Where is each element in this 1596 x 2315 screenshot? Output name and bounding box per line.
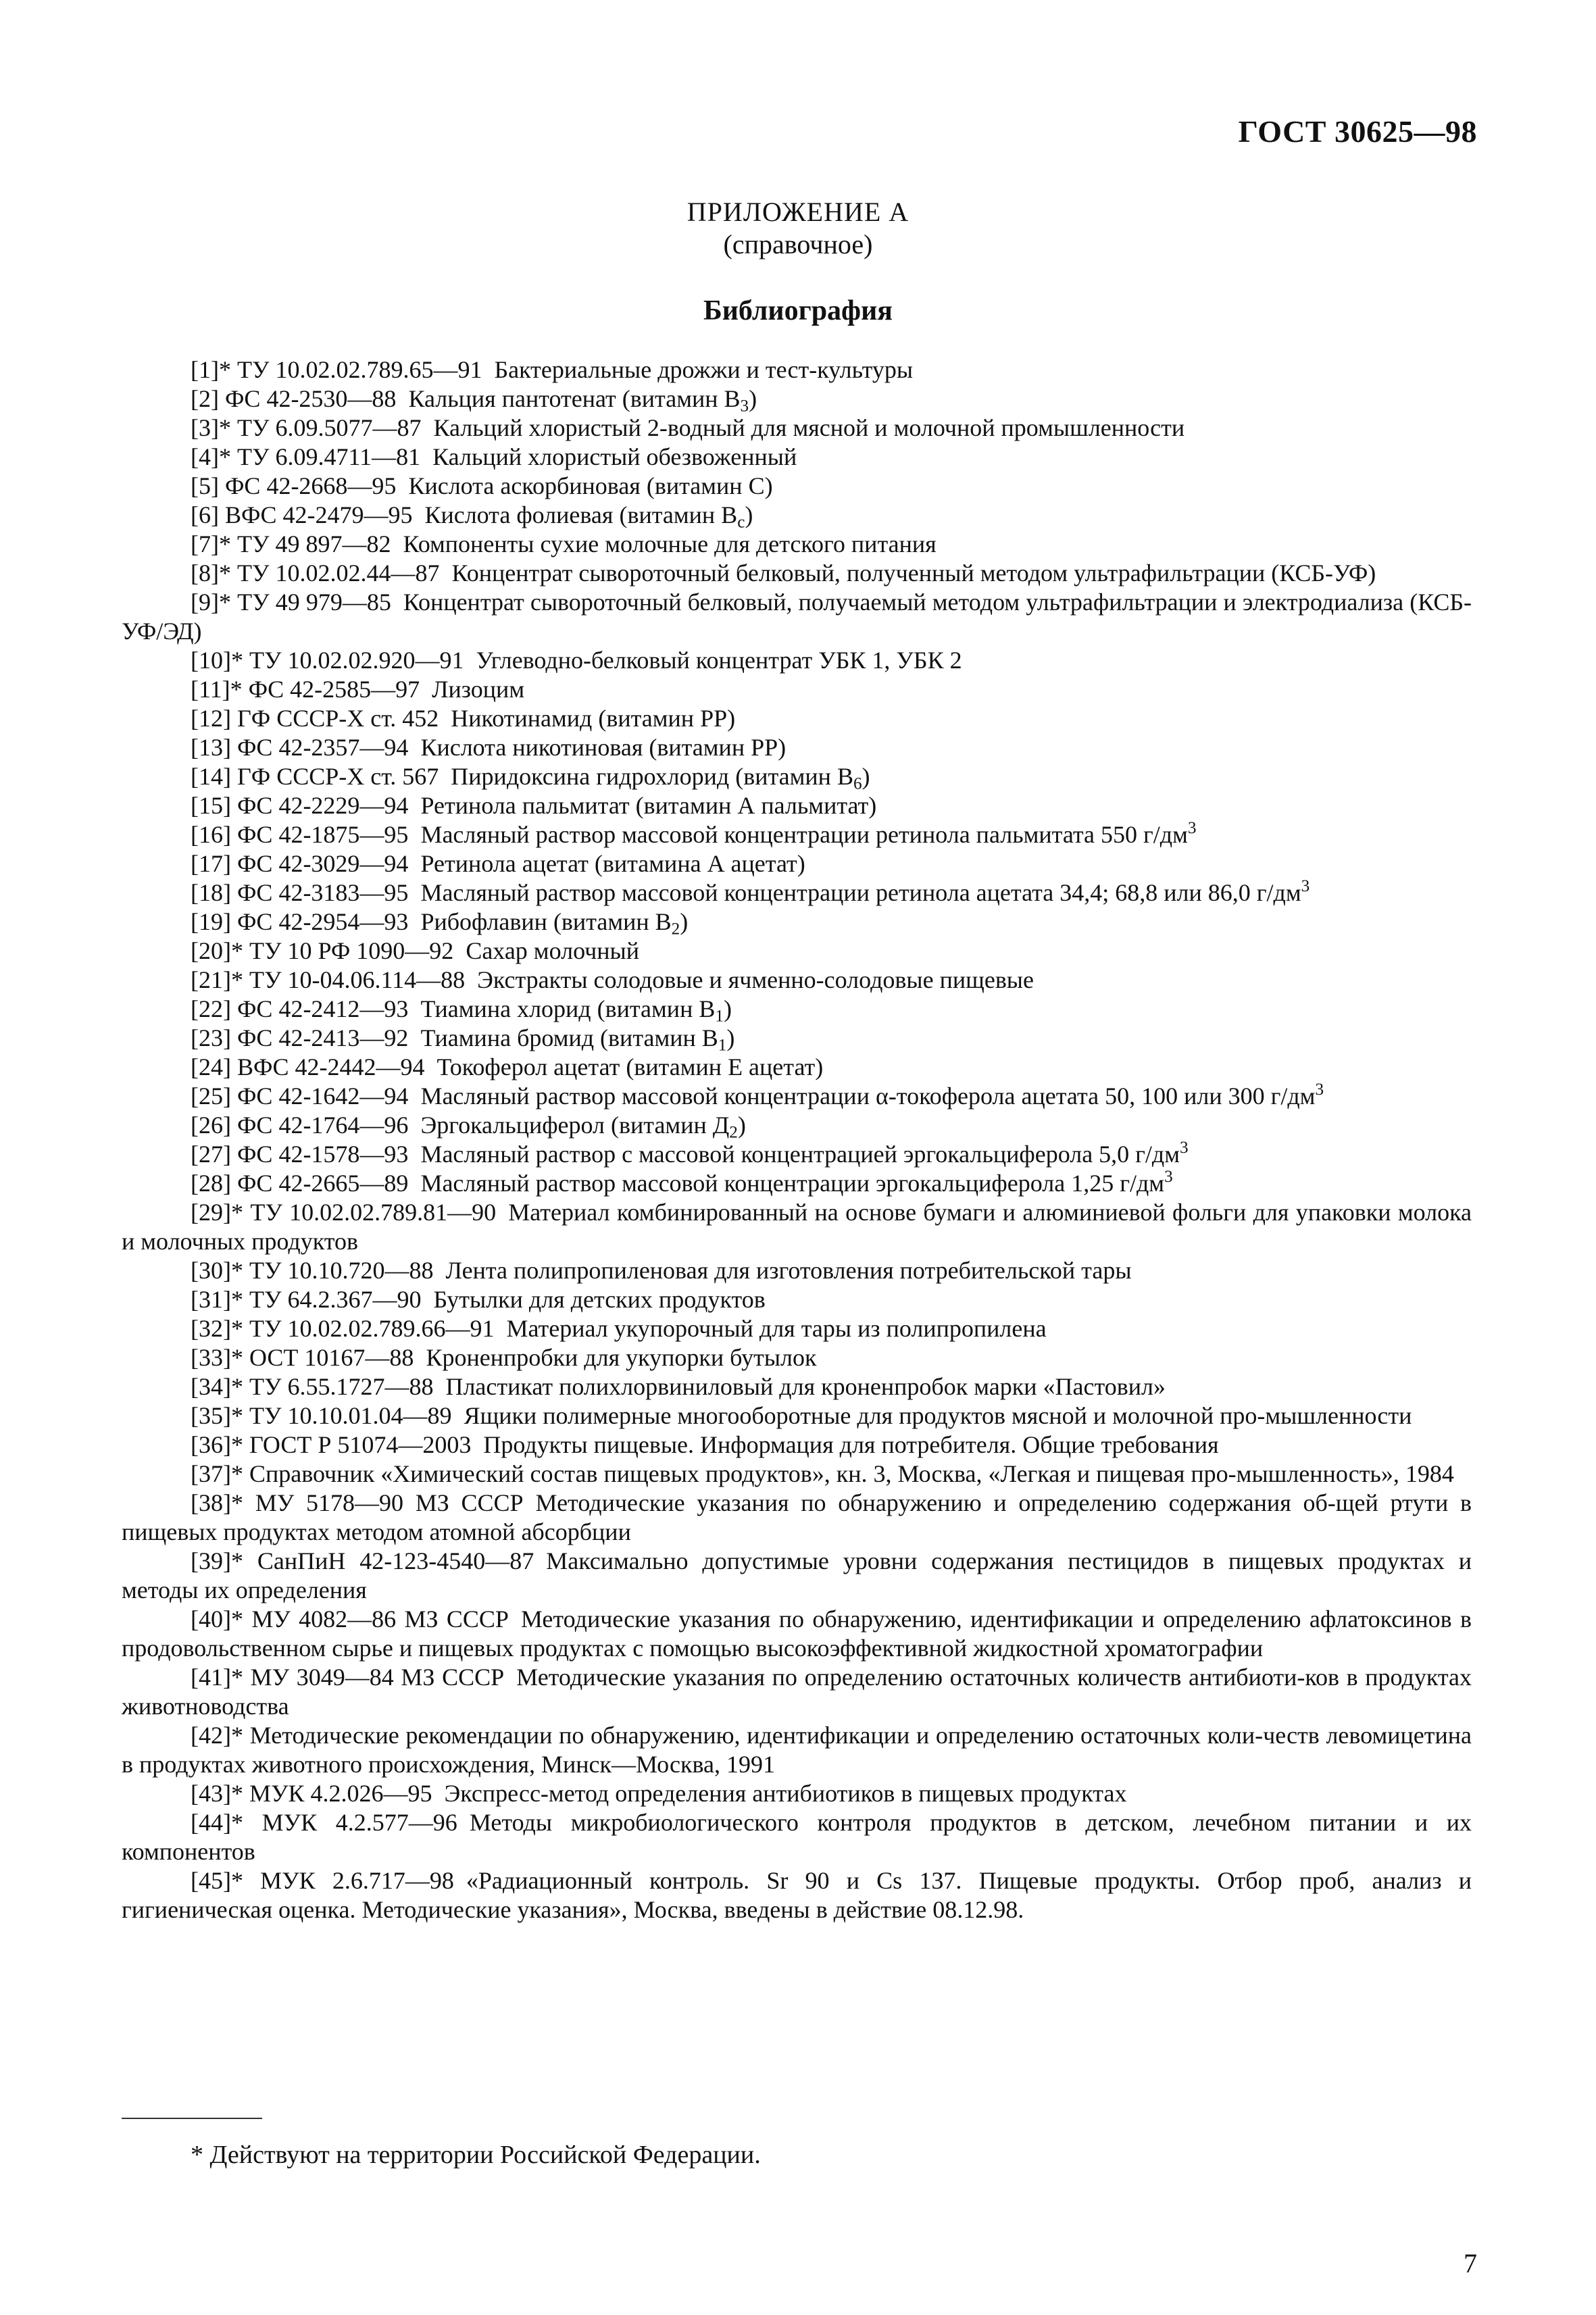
- bibliography-entry: [122, 1169, 1472, 1198]
- bibliography-entry: [122, 1198, 1472, 1256]
- bibliography-entry: [122, 849, 1472, 878]
- entry-subscript: 1: [715, 1007, 724, 1026]
- entry-code: ТУ 6.55.1727—88: [249, 1373, 434, 1400]
- entry-code: ФС 42-2357—94: [236, 734, 409, 761]
- entry-text: Масляный раствор массовой концентрации эргокальциферола 1,25 г/дм: [420, 1170, 1165, 1197]
- entry-code: ТУ 6.09.5077—87: [236, 414, 422, 441]
- entry-code: ВФС 42-2442—94: [236, 1053, 425, 1080]
- bibliography-entry: [122, 733, 1472, 762]
- entry-code: МУ 5178—90 МЗ СССР: [255, 1489, 524, 1516]
- entry-text: Концентрат сывороточный белковый, получаемый методом ультрафильтрации и электродиализа (КСБ-УФ/ЭД): [122, 589, 1472, 645]
- bibliography-entry: [122, 820, 1472, 849]
- entry-text: Кислота никотиновая (витамин РР): [420, 734, 787, 761]
- entry-text: Кислота аскорбиновая (витамин С): [408, 472, 773, 499]
- entry-code: ВФС 42-2479—95: [224, 501, 413, 528]
- entry-number: [43]*: [191, 1780, 243, 1807]
- entry-text: Сахар молочный: [466, 937, 639, 964]
- entry-number: [36]*: [191, 1431, 243, 1458]
- entry-code: ФС 42-2413—92: [236, 1024, 409, 1051]
- entry-number: [11]*: [191, 676, 243, 703]
- entry-text: Лизоцим: [432, 676, 525, 703]
- entry-text: Продукты пищевые. Информация для потребителя. Общие требования: [483, 1431, 1219, 1458]
- entry-text: Масляный раствор массовой концентрации α-токоферола ацетата 50, 100 или 300 г/дм: [420, 1082, 1316, 1110]
- entry-text: Материал укупорочный для тары из полипропилена: [506, 1315, 1047, 1342]
- entry-code: ОСТ 10167—88: [249, 1344, 414, 1371]
- entry-number: [3]*: [191, 414, 231, 441]
- entry-number: [42]*: [191, 1722, 243, 1749]
- entry-subscript: 2: [729, 1123, 738, 1142]
- entry-subscript: 1: [718, 1036, 727, 1055]
- bibliography-entry: [122, 414, 1472, 443]
- entry-text: Методические указания по определению остаточных количеств антибиоти-ков в продуктах животноводства: [122, 1664, 1472, 1720]
- entry-number: [39]*: [191, 1547, 243, 1574]
- entry-text: Бутылки для детских продуктов: [433, 1286, 766, 1313]
- entry-number: [30]*: [191, 1257, 243, 1284]
- entry-text-tail: ): [680, 908, 689, 935]
- entry-code: ФС 42-1642—94: [236, 1082, 409, 1110]
- bibliography-entry: [122, 355, 1472, 384]
- entry-code: МУК 2.6.717—98: [260, 1867, 454, 1894]
- entry-text: Масляный раствор с массовой концентрацией эргокальциферола 5,0 г/дм: [420, 1141, 1180, 1168]
- entry-code: МУК 4.2.026—95: [249, 1780, 432, 1807]
- entry-text: Кальций хлористый 2-водный для мясной и молочной промышленности: [433, 414, 1185, 441]
- entry-number: [15]: [191, 792, 231, 819]
- entry-text: Кальция пантотенат (витамин В: [408, 385, 741, 412]
- entry-text: Справочник «Химический состав пищевых продуктов», кн. 3, Москва, «Легкая и пищевая про-мышленность», 1984: [249, 1460, 1454, 1487]
- bibliography-entry: [122, 966, 1472, 995]
- entry-number: [12]: [191, 705, 231, 732]
- bibliography-entry: [122, 1024, 1472, 1053]
- entry-text-tail: ): [726, 1024, 735, 1051]
- entry-number: [22]: [191, 995, 231, 1022]
- bibliography-entry: [122, 559, 1472, 588]
- bibliography-entry: [122, 907, 1472, 937]
- entry-superscript: 3: [1315, 1080, 1324, 1099]
- entry-text: Рибофлавин (витамин В: [420, 908, 672, 935]
- entry-code: ФС 42-1875—95: [236, 821, 409, 848]
- entry-text: Масляный раствор массовой концентрации ретинола ацетата 34,4; 68,8 или 86,0 г/дм: [420, 879, 1301, 906]
- bibliography-entry: [122, 1285, 1472, 1314]
- bibliography-entry: [122, 646, 1472, 675]
- entry-number: [34]*: [191, 1373, 243, 1400]
- entry-number: [40]*: [191, 1605, 243, 1633]
- bibliography-entry: [122, 762, 1472, 791]
- entry-code: ФС 42-3183—95: [236, 879, 409, 906]
- entry-number: [29]*: [191, 1199, 243, 1226]
- bibliography-entry: [122, 675, 1472, 704]
- entry-text: Кислота фолиевая (витамин В: [424, 501, 738, 528]
- bibliography-entry: [122, 1430, 1472, 1460]
- bibliography-entry: [122, 1140, 1472, 1169]
- entry-code: ФС 42-2585—97: [248, 676, 420, 703]
- entry-code: ГФ СССР-Х ст. 567: [236, 763, 439, 790]
- bibliography-entry: [122, 1256, 1472, 1285]
- entry-number: [13]: [191, 734, 231, 761]
- entry-text: Компоненты сухие молочные для детского питания: [403, 530, 937, 557]
- entry-number: [10]*: [191, 647, 243, 674]
- bibliography-entry: [122, 1605, 1472, 1663]
- entry-code: ФС 42-2668—95: [224, 472, 397, 499]
- entry-number: [27]: [191, 1141, 231, 1168]
- bibliography-entry: [122, 704, 1472, 733]
- entry-text: Максимально допустимые уровни содержания пестицидов в пищевых продуктах и методы их определения: [122, 1547, 1472, 1603]
- entry-code: ФС 42-2530—88: [224, 385, 397, 412]
- entry-text: Эргокальциферол (витамин Д: [420, 1112, 730, 1139]
- entry-number: [32]*: [191, 1315, 243, 1342]
- entry-code: ТУ 10 РФ 1090—92: [249, 937, 454, 964]
- entry-code: СанПиН 42-123-4540—87: [257, 1547, 534, 1574]
- entry-text: Тиамина бромид (витамин В: [420, 1024, 718, 1051]
- entry-text: Тиамина хлорид (витамин В: [420, 995, 716, 1022]
- bibliography-entry: [122, 1053, 1472, 1082]
- entry-number: [14]: [191, 763, 231, 790]
- entry-number: [19]: [191, 908, 231, 935]
- entry-text: Пиридоксина гидрохлорид (витамин В: [451, 763, 853, 790]
- entry-text: Никотинамид (витамин РР): [451, 705, 736, 732]
- bibliography-title: Библиография: [703, 295, 893, 326]
- entry-text-tail: ): [745, 501, 753, 528]
- entry-text: Ретинола пальмитат (витамин А пальмитат): [420, 792, 877, 819]
- bibliography-entry: [122, 1489, 1472, 1547]
- entry-text: Лента полипропиленовая для изготовления потребительской тары: [445, 1257, 1132, 1284]
- entry-code: ФС 42-2412—93: [236, 995, 409, 1022]
- entry-text: Ящики полимерные многооборотные для продуктов мясной и молочной про-мышленности: [464, 1402, 1412, 1429]
- entry-text: Пластикат полихлорвиниловый для кроненпробок марки «Пастовил»: [445, 1373, 1166, 1400]
- entry-text: Масляный раствор массовой концентрации ретинола пальмитата 550 г/дм: [420, 821, 1188, 848]
- bibliography-entry: [122, 501, 1472, 530]
- entry-number: [16]: [191, 821, 231, 848]
- bibliography-entry: [122, 1401, 1472, 1430]
- bibliography-list: [122, 355, 1472, 1924]
- entry-number: [24]: [191, 1053, 231, 1080]
- entry-subscript: 6: [853, 774, 862, 793]
- bibliography-entry: [122, 1314, 1472, 1343]
- entry-text-tail: ): [862, 763, 870, 790]
- entry-text: Материал комбинированный на основе бумаги и алюминиевой фольги для упаковки молока и молочных продуктов: [122, 1199, 1472, 1255]
- entry-code: ФС 42-2954—93: [236, 908, 409, 935]
- entry-code: ТУ 10.10.01.04—89: [249, 1402, 452, 1429]
- entry-code: ГФ СССР-Х ст. 452: [236, 705, 439, 732]
- entry-text: Кальций хлористый обезвоженный: [432, 443, 797, 470]
- entry-number: [37]*: [191, 1460, 243, 1487]
- entry-code: ТУ 10.02.02.789.65—91: [236, 356, 482, 383]
- bibliography-entry: [122, 1866, 1472, 1924]
- bibliography-entry: [122, 1082, 1472, 1111]
- appendix-subtitle: (справочное): [723, 229, 873, 259]
- bibliography-entry: [122, 443, 1472, 472]
- entry-code: ГОСТ Р 51074—2003: [249, 1431, 472, 1458]
- entry-code: ТУ 10.02.02.789.81—90: [250, 1199, 497, 1226]
- bibliography-entry: [122, 588, 1472, 646]
- entry-superscript: 3: [1301, 877, 1310, 896]
- entry-number: [20]*: [191, 937, 243, 964]
- entry-text-tail: ): [723, 995, 732, 1022]
- bibliography-entry: [122, 1547, 1472, 1605]
- bibliography-entry: [122, 1343, 1472, 1372]
- entry-code: ТУ 10.10.720—88: [249, 1257, 434, 1284]
- appendix-title: ПРИЛОЖЕНИЕ А: [687, 197, 909, 227]
- standard-code-header: ГОСТ 30625—98: [1238, 114, 1477, 149]
- entry-number: [4]*: [191, 443, 231, 470]
- entry-number: [7]*: [191, 530, 231, 557]
- entry-code: МУ 4082—86 МЗ СССР: [251, 1605, 509, 1633]
- entry-code: ФС 42-3029—94: [236, 850, 409, 877]
- bibliography-entry: [122, 472, 1472, 501]
- entry-number: [23]: [191, 1024, 231, 1051]
- bibliography-entry: [122, 384, 1472, 414]
- entry-text: Бактериальные дрожжи и тест-культуры: [494, 356, 914, 383]
- entry-number: [5]: [191, 472, 219, 499]
- entry-number: [41]*: [191, 1664, 243, 1691]
- entry-superscript: 3: [1164, 1168, 1173, 1187]
- bibliography-entry: [122, 1663, 1472, 1721]
- entry-number: [45]*: [191, 1867, 243, 1894]
- entry-code: ФС 42-2665—89: [236, 1170, 409, 1197]
- entry-code: МУ 3049—84 МЗ СССР: [250, 1664, 505, 1691]
- entry-text: Токоферол ацетат (витамин Е ацетат): [437, 1053, 824, 1080]
- entry-text: Ретинола ацетат (витамина А ацетат): [420, 850, 805, 877]
- bibliography-entry: [122, 995, 1472, 1024]
- entry-number: [25]: [191, 1082, 231, 1110]
- entry-text: Методические рекомендации по обнаружению, идентификации и определению остаточных коли-честв левомицетина в продуктах животного происхождения, Минск—Москва, 1991: [122, 1722, 1472, 1778]
- entry-subscript: 2: [671, 920, 680, 939]
- entry-number: [33]*: [191, 1344, 243, 1371]
- entry-superscript: 3: [1187, 819, 1197, 838]
- bibliography-entry: [122, 937, 1472, 966]
- entry-code: ТУ 10-04.06.114—88: [249, 966, 466, 993]
- entry-text: Экспресс-метод определения антибиотиков в пищевых продуктах: [444, 1780, 1127, 1807]
- entry-number: [1]*: [191, 356, 231, 383]
- entry-number: [17]: [191, 850, 231, 877]
- entry-code: ФС 42-1764—96: [236, 1112, 409, 1139]
- entry-superscript: 3: [1180, 1139, 1189, 1158]
- entry-text: Методические указания по обнаружению, идентификации и определению афлатоксинов в продовольственном сырье и пищевых продуктах с помощью высокоэффективной жидкостной хроматографии: [122, 1605, 1472, 1662]
- entry-code: МУК 4.2.577—96: [261, 1809, 457, 1836]
- bibliography-entry: [122, 1372, 1472, 1401]
- page-number: 7: [1464, 2248, 1477, 2279]
- entry-text: Кроненпробки для укупорки бутылок: [426, 1344, 817, 1371]
- entry-number: [26]: [191, 1112, 231, 1139]
- bibliography-entry: [122, 1111, 1472, 1140]
- bibliography-entry: [122, 791, 1472, 820]
- entry-subscript: 3: [740, 397, 749, 416]
- entry-text: Углеводно-белковый концентрат УБК 1, УБК 2: [476, 647, 962, 674]
- entry-number: [6]: [191, 501, 219, 528]
- entry-text: Методы микробиологического контроля продуктов в детском, лечебном питании и их компонентов: [122, 1809, 1472, 1865]
- entry-text: Концентрат сывороточный белковый, полученный методом ультрафильтрации (КСБ-УФ): [451, 559, 1376, 587]
- entry-number: [18]: [191, 879, 231, 906]
- bibliography-entry: [122, 1460, 1472, 1489]
- entry-text-tail: ): [737, 1112, 746, 1139]
- entry-code: ТУ 64.2.367—90: [249, 1286, 422, 1313]
- bibliography-entry: [122, 530, 1472, 559]
- bibliography-entry: [122, 1808, 1472, 1866]
- entry-number: [44]*: [191, 1809, 243, 1836]
- entry-number: [21]*: [191, 966, 243, 993]
- bibliography-entry: [122, 1721, 1472, 1779]
- entry-code: ФС 42-2229—94: [236, 792, 409, 819]
- footnote-divider: [122, 2118, 262, 2119]
- entry-text: Экстракты солодовые и ячменно-солодовые пищевые: [477, 966, 1034, 993]
- entry-code: ТУ 10.02.02.789.66—91: [249, 1315, 495, 1342]
- entry-code: ТУ 49 979—85: [237, 589, 391, 616]
- entry-number: [8]*: [191, 559, 231, 587]
- entry-number: [38]*: [191, 1489, 243, 1516]
- entry-number: [31]*: [191, 1286, 243, 1313]
- bibliography-entry: [122, 1779, 1472, 1808]
- entry-text: «Радиационный контроль. Sr 90 и Cs 137. Пищевые продукты. Отбор проб, анализ и гигиеническая оценка. Методические указания», Москва, введены в действие 08.12.98.: [122, 1867, 1472, 1923]
- entry-number: [2]: [191, 385, 219, 412]
- footnote: * Действуют на территории Российской Федерации.: [191, 2141, 761, 2169]
- entry-text: Методические указания по обнаружению и определению содержания об-щей ртути в пищевых продуктах методом атомной абсорбции: [122, 1489, 1472, 1545]
- entry-code: ТУ 10.02.02.920—91: [249, 647, 464, 674]
- entry-subscript: с: [737, 513, 745, 532]
- entry-number: [9]*: [191, 589, 231, 616]
- bibliography-entry: [122, 878, 1472, 907]
- entry-code: ТУ 10.02.02.44—87: [236, 559, 440, 587]
- entry-code: ФС 42-1578—93: [236, 1141, 409, 1168]
- entry-code: ТУ 49 897—82: [236, 530, 391, 557]
- entry-text-tail: ): [749, 385, 757, 412]
- entry-number: [28]: [191, 1170, 231, 1197]
- entry-code: ТУ 6.09.4711—81: [236, 443, 421, 470]
- entry-number: [35]*: [191, 1402, 243, 1429]
